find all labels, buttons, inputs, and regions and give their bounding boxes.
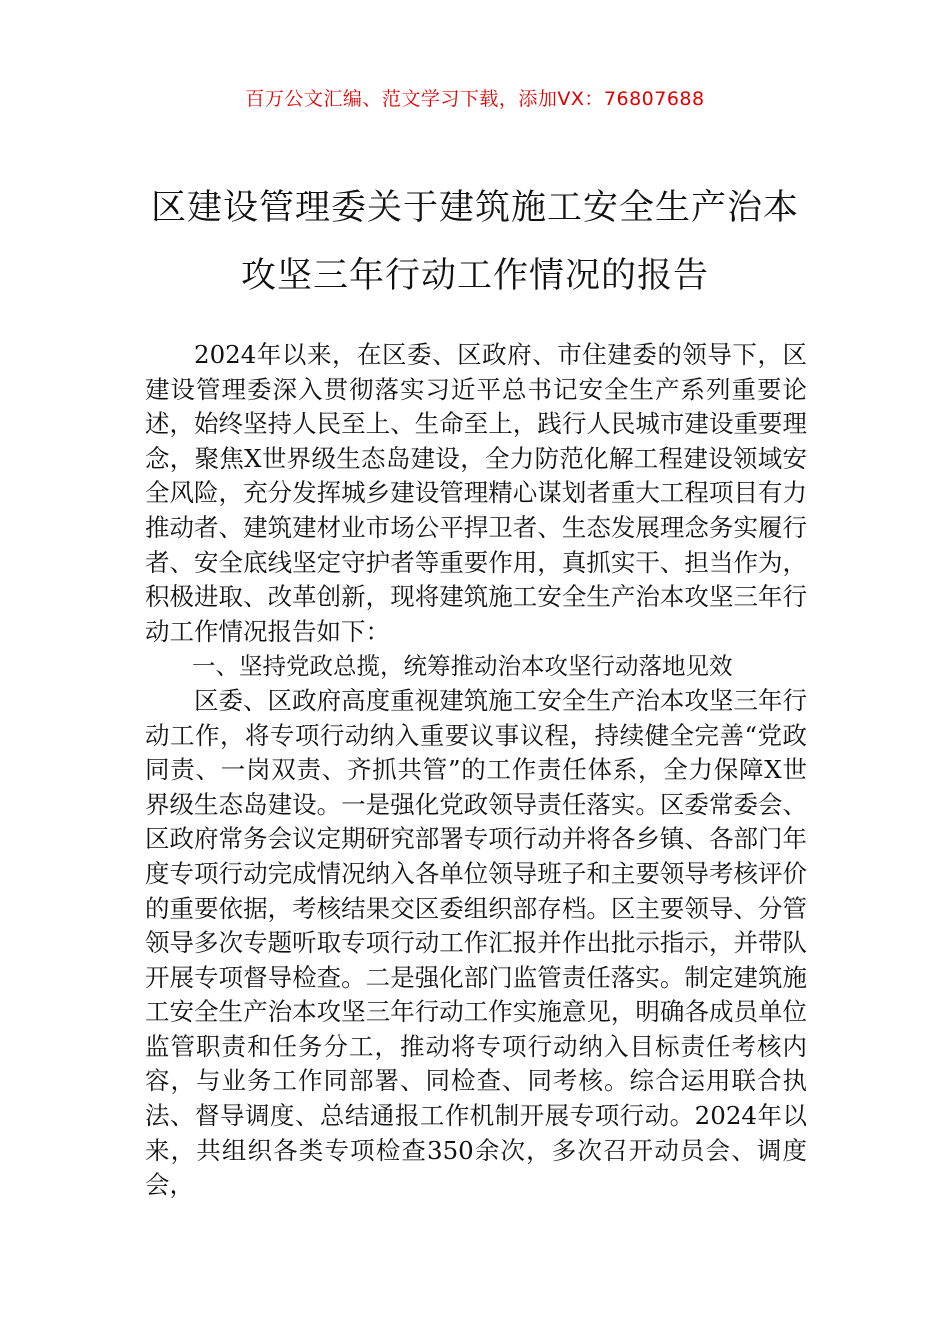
watermark-text: 百万公文汇编、范文学习下载，添加VX：76807688	[245, 88, 705, 110]
document-body	[145, 338, 807, 1203]
document-title-line-1: 区建设管理委关于建筑施工安全生产治本	[150, 188, 799, 228]
document-title-line-2: 攻坚三年行动工作情况的报告	[240, 256, 709, 296]
section-1-heading: 一、坚持党政总揽，统筹推动治本攻坚行动落地见效	[192, 652, 733, 681]
intro-paragraph: 2024年以来，在区委、区政府、市住建委的领导下，区建设管理委深入贯彻落实习近平总书记安全生产系列重要论述，始终坚持人民至上、生命至上，践行人民城市建设重要理念，聚焦X世界级生态岛建设，全力防范化解工程建设领域安全风险，充分发挥城乡建设管理精心谋划者重大工程项目有力推动者、建筑建材业市场公平捍卫者、生态发展理念务实履行者、安全底线坚定守护者等重要作用，真抓实干、担当作为，积极进取、改革创新，现将建筑施工安全生产治本攻坚三年行动工作情况报告如下：	[145, 340, 807, 646]
section-1-paragraph: 区委、区政府高度重视建筑施工安全生产治本攻坚三年行动工作，将专项行动纳入重要议事议程，持续健全完善“党政同责、一岗双责、齐抓共管”的工作责任体系，全力保障X世界级生态岛建设。一是强化党政领导责任落实。区委常委会、区政府常务会议定期研究部署专项行动并将各乡镇、各部门年度专项行动完成情况纳入各单位领导班子和主要领导考核评价的重要依据，考核结果交区委组织部存档。区主要领导、分管领导多次专题听取专项行动工作汇报并作出批示指示，并带队开展专项督导检查。二是强化部门监管责任落实。制定建筑施工安全生产治本攻坚三年行动工作实施意见，明确各成员单位监管职责和任务分工，推动将专项行动纳入目标责任考核内容，与业务工作同部署、同检查、同考核。综合运用联合执法、督导调度、总结通报工作机制开展专项行动。2024年以来，共组织各类专项检查350余次，多次召开动员会、调度会，	[145, 685, 807, 1200]
